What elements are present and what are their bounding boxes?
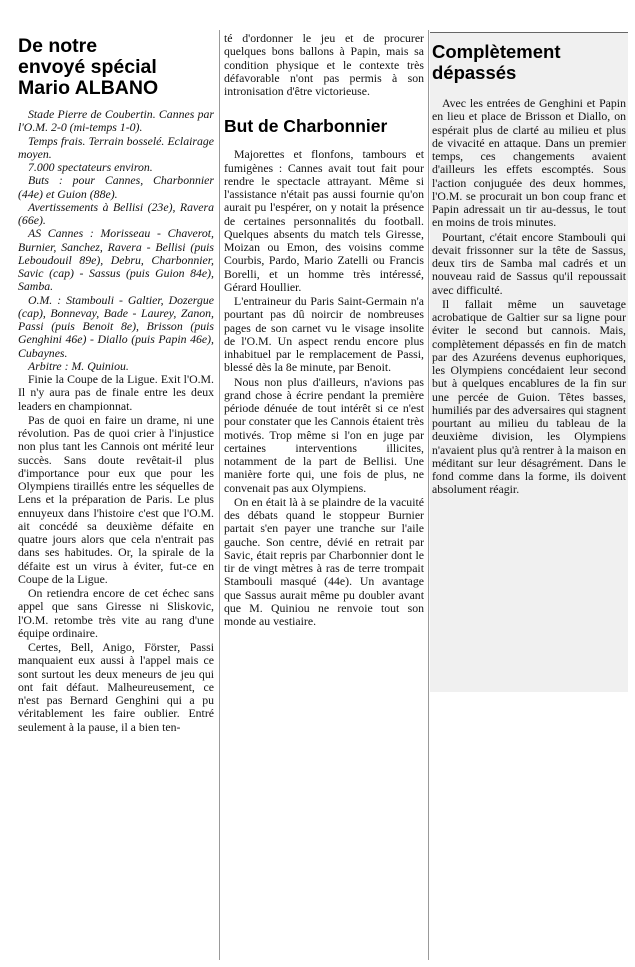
article-paragraph: L'entraineur du Paris Saint-Germain n'a pourtant pas dû noircir de nombreuses pages de son carnet vu le visage insolite de l'O.M. Un aspect rendu encore plus inhabituel par le remplacement de Passi, blessé dès la 8e minute, par Benoit. bbox=[224, 294, 424, 375]
article-paragraph: Majorettes et flonfons, tambours et fumigènes : Cannes avait tout fait pour rendre le spectacle attrayant. Même si l'assistance n'était pas aussi fournie qu'on aurait pu l'espérer, on y notait la présence de certaines personnalités du football. Quelques absents du match tels Giresse, Moizan ou Emon, des voisins comme Courbis, Pardo, Mario Zatelli ou Francis Borelli, et un homme très intéressé, Gérard Houllier. bbox=[224, 147, 424, 294]
byline-line: Mario ALBANO bbox=[18, 77, 159, 99]
byline-line: De notre bbox=[18, 35, 98, 57]
heading-line: Complètement bbox=[432, 41, 561, 62]
fact-line: AS Cannes : Morisseau - Chaverot, Burnier, Sanchez, Ravera - Bellisi (puis Leboudouil 89e), Debru, Charbonnier, Savic (cap) - Sassus (puis Guion 84e), Samba. bbox=[18, 226, 214, 294]
column-2 bbox=[224, 32, 424, 628]
section-heading bbox=[432, 41, 626, 83]
byline-heading bbox=[18, 36, 214, 99]
article-paragraph: Pourtant, c'était encore Stambouli qui devait frissonner sur la tête de Sassus, deux tirs de Samba mal cadrés et un nouveau raid de Sassus qu'il repoussait avec difficulté. bbox=[432, 229, 626, 297]
article-paragraph: Il fallait même un sauvetage acrobatique de Galtier sur sa ligne pour éviter le second but cannois. Mais, complètement dépassés en fin de match par des Azuréens devenus euphoriques, les Olympiens concédaient leur second but à quelques encablures de la fin sur une percée de Guion. Têtes basses, humiliés par des adversaires qui stagnent pourtant au milieu du tableau de la deuxième division, les Olympiens n'avaient plus qu'à rentrer à la maison en méditant sur leur désagrément. Dans le fond comme dans la forme, ils doivent absolument réagir. bbox=[432, 296, 626, 497]
article-paragraph: On en était là à se plaindre de la vacuité des débats quand le stoppeur Burnier partait s'en payer une tranche sur l'aile gauche. Son centre, dévié en retrait par Savic, était repris par Charbonnier dont le tir de vingt mètres à ras de terre trompait Stambouli masqué (44e). Un avantage que Sassus aurait même pu doubler avant que M. Quiniou ne renvoie tout son monde au vestiaire. bbox=[224, 494, 424, 628]
column-1 bbox=[18, 32, 214, 734]
article-paragraph: Certes, Bell, Anigo, Förster, Passi manquaient eux aussi à l'appel mais ce sont surtout les deux meneurs de jeu qui ont fait défaut. Malheureusement, ce n'est pas Bernard Genghini qui a pu véritablement les faire oublier. Entré seulement à la pause, il a bien ten- bbox=[18, 640, 214, 734]
fact-line: Buts : pour Cannes, Charbonnier (44e) et Guion (88e). bbox=[18, 173, 214, 201]
article-paragraph: té d'ordonner le jeu et de procurer quelques bons ballons à Papin, mais sa condition physique et le contexte très défavorable n'ont pas permis à son intronisation d'être victorieuse. bbox=[224, 31, 424, 98]
column-3 bbox=[432, 38, 626, 497]
fact-line: Stade Pierre de Coubertin. Cannes par l'O.M. 2-0 (mi-temps 1-0). bbox=[18, 107, 214, 135]
fact-line: Avertissements à Bellisi (23e), Ravera (66e). bbox=[18, 199, 214, 227]
article-paragraph: Pas de quoi en faire un drame, ni une révolution. Pas de quoi crier à l'injustice non plus tant les Cannois ont mérité leur succès. Sans doute revêtait-il plus d'importance pour eux que pour les Olympiens tiraillés entre les séquelles de Lens et la préparation de Paris. Le plus ennuyeux dans l'histoire c'est que l'O.M. ait concédé sa deuxième défaite en quatre jours alors que cela n'entrait pas dans ses habitudes. Or, la spirale de la défaite est un virus à éviter, fut-ce en Coupe de la Ligue. bbox=[18, 412, 214, 586]
fact-line: Temps frais. Terrain bosselé. Eclairage moyen. bbox=[18, 133, 214, 161]
section-heading: But de Charbonnier bbox=[224, 116, 388, 137]
fact-line: Arbitre : M. Quiniou. bbox=[28, 358, 129, 373]
column-divider bbox=[219, 30, 220, 960]
sidebar-top-rule bbox=[430, 32, 628, 33]
heading-line: dépassés bbox=[432, 62, 517, 83]
byline-line: envoyé spécial bbox=[18, 56, 157, 78]
fact-line: 7.000 spectateurs environ. bbox=[28, 160, 153, 174]
fact-line: O.M. : Stambouli - Galtier, Dozergue (cap), Bonnevay, Bade - Laurey, Zanon, Passi (puis Benoit 8e), Brisson (puis Genghini 46e) - Diallo (puis Papin 46e), Cubaynes. bbox=[18, 292, 214, 360]
match-facts bbox=[18, 108, 214, 373]
article-paragraph: On retiendra encore de cet échec sans appel que sans Giresse ni Sliskovic, l'O.M. retombe très vite au rang d'une équipe ordinaire. bbox=[18, 586, 214, 640]
article-paragraph: Nous non plus d'ailleurs, n'avions pas grand chose à écrire pendant la première période dénuée de tout intérêt si ce n'est pour constater que les Cannois étaient très motivés. Trop même si l'on en juge par certaines interventions illicites, notamment de la part de Bellisi. Une manière forte qui, une fois de plus, ne convenait pas aux Olympiens. bbox=[224, 374, 424, 495]
article-paragraph: Finie la Coupe de la Ligue. Exit l'O.M. Il n'y aura pas de finale entre les deux leaders en championnat. bbox=[18, 372, 214, 413]
column-divider bbox=[428, 30, 429, 960]
article-paragraph: Avec les entrées de Genghini et Papin en lieu et place de Brisson et Diallo, on espérait plus de clarté au milieu et plus de vivacité en attaque. Dans un premier temps, ces changements avaient d'ailleurs les effets escomptés. Sous l'action conjuguée des deux hommes, l'O.M. se procurait un bon coup franc et Papin adressait un tir au-dessus, le tout en moins de trois minutes. bbox=[432, 96, 626, 230]
